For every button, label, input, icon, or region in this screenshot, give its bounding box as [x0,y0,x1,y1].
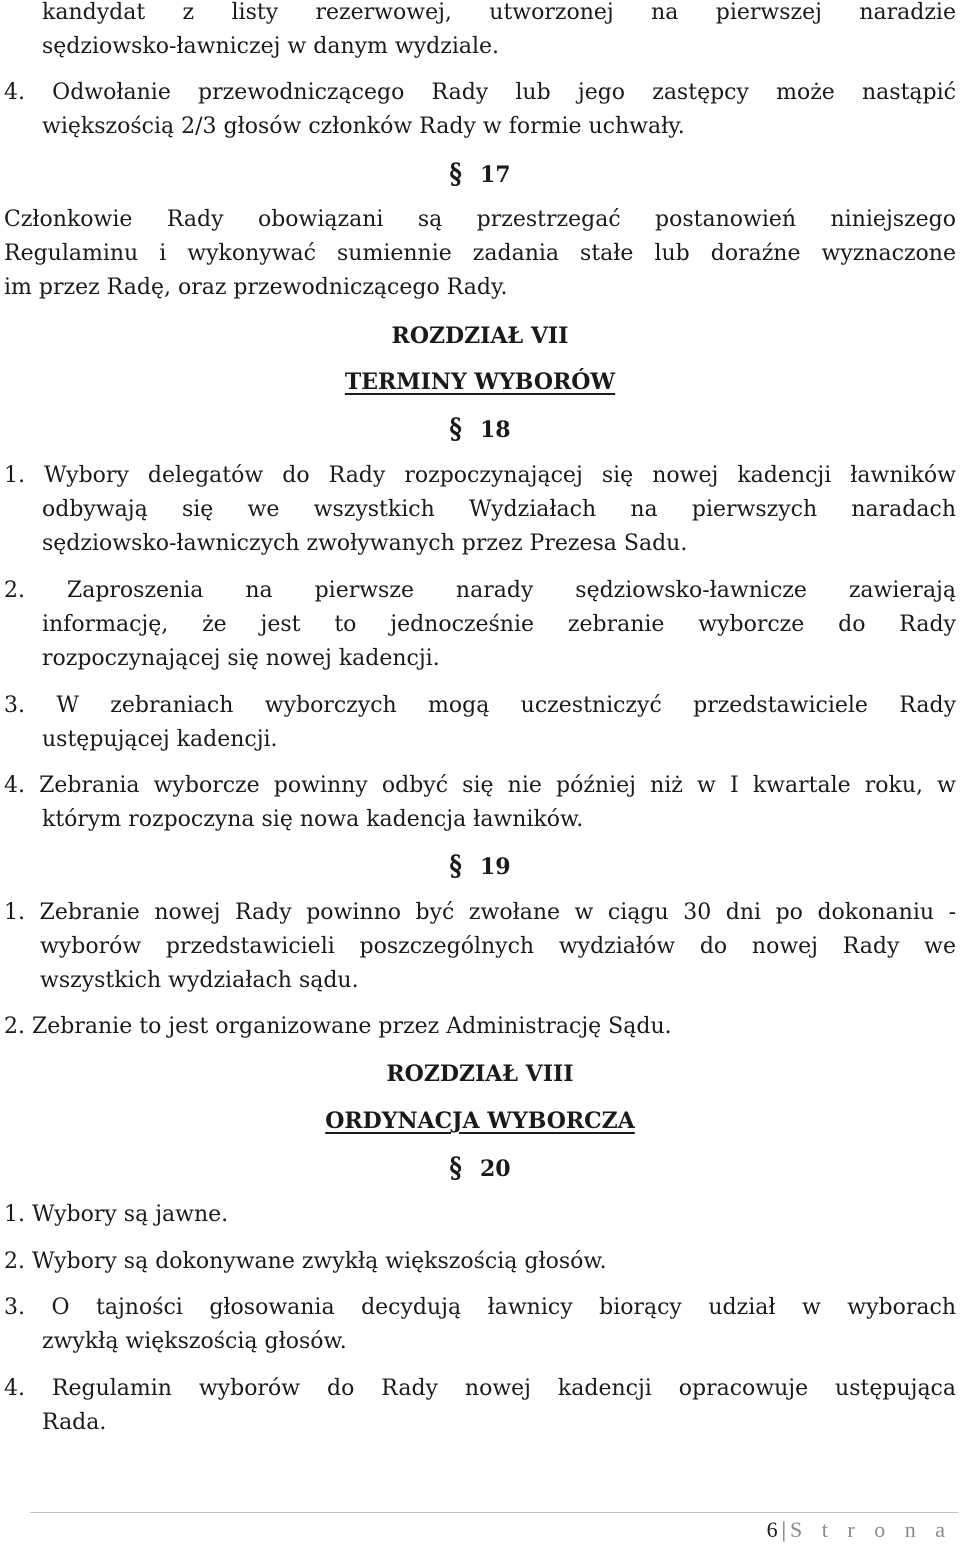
text-line: wszystkich wydziałach sądu. [40,968,359,993]
text-line: 1. Wybory delegatów do Rady rozpoczynającej się nowej kadencji ławników [4,463,956,488]
text-line: Regulaminu i wykonywać sumiennie zadania stałe lub doraźne wyznaczone [4,241,956,266]
text-line: 1. Zebranie nowej Rady powinno być zwołane w ciągu 30 dni po dokonaniu - [4,900,956,925]
text-line: 4. Zebrania wyborcze powinny odbyć się nie później niż w I kwartale roku, w [4,773,956,798]
section-number: 20 [479,1156,511,1182]
text-line: większością 2/3 głosów członków Rady w formie uchwały. [42,114,685,139]
text-line: sędziowsko-ławniczych zwoływanych przez Prezesa Sadu. [42,531,688,556]
chapter-label: ROZDZIAŁ VII [391,323,569,349]
text-line: 1. Wybory są jawne. [4,1202,229,1227]
chapter-title-text: TERMINY WYBORÓW [344,369,616,395]
text-line: ustępującej kadencji. [42,727,278,752]
text-line: im przez Radę, oraz przewodniczącego Rady. [4,275,508,300]
text-line: którym rozpoczyna się nowa kadencja ławników. [42,807,584,832]
text-line: zwykłą większością głosów. [42,1329,347,1354]
page-number: 6 [766,1517,778,1542]
chapter-label: ROZDZIAŁ VIII [386,1061,574,1087]
section-heading-20 [0,1151,960,1186]
chapter-title-text: ORDYNACJA WYBORCZA [325,1108,635,1134]
text-line: 4. Regulamin wyborów do Rady nowej kadencji opracowuje ustępująca [4,1376,956,1401]
text-line: rozpoczynającej się nowej kadencji. [42,646,440,671]
text-line: wyborów przedstawicieli poszczególnych wydziałów do nowej Rady we [40,934,956,959]
text-line: 2. Zaproszenia na pierwsze narady sędziowsko-ławnicze zawierają [4,578,956,603]
section-number: 18 [479,417,511,443]
text-line: 3. W zebraniach wyborczych mogą uczestniczyć przedstawiciele Rady [4,693,956,718]
text-line: 2. Zebranie to jest organizowane przez Administrację Sądu. [4,1014,672,1039]
text-line: Rada. [42,1410,107,1435]
section-number: 19 [479,854,511,880]
text-line: sędziowsko-ławniczej w danym wydziale. [42,34,500,59]
text-line: 4. Odwołanie przewodniczącego Rady lub jego zastępcy może nastąpić [4,80,956,105]
text-line: kandydat z listy rezerwowej, utworzonej na pierwszej naradzie [42,0,956,25]
section-sign: § [449,848,462,883]
section-sign: § [449,411,462,446]
text-line: 3. O tajności głosowania decydują ławnicy biorący udział w wyborach [4,1295,956,1320]
text-line: Członkowie Rady obowiązani są przestrzegać postanowień niniejszego [4,207,956,232]
chapter-title [0,365,960,399]
text-line: 2. Wybory są dokonywane zwykłą większością głosów. [4,1249,607,1274]
chapter-title [0,1104,960,1138]
text-line: informację, że jest to jednocześnie zebranie wyborcze do Rady [42,612,956,637]
section-sign: § [449,1150,462,1185]
page-word: S t r o n a [790,1517,952,1542]
section-number: 17 [479,162,511,188]
section-heading-18 [0,412,960,447]
text-line: odbywają się we wszystkich Wydziałach na pierwszych naradach [42,497,956,522]
section-sign: § [449,156,462,191]
footer-separator: | [781,1517,787,1542]
section-heading-19 [0,849,960,884]
section-heading-17 [0,157,960,192]
footer-divider [30,1512,958,1513]
